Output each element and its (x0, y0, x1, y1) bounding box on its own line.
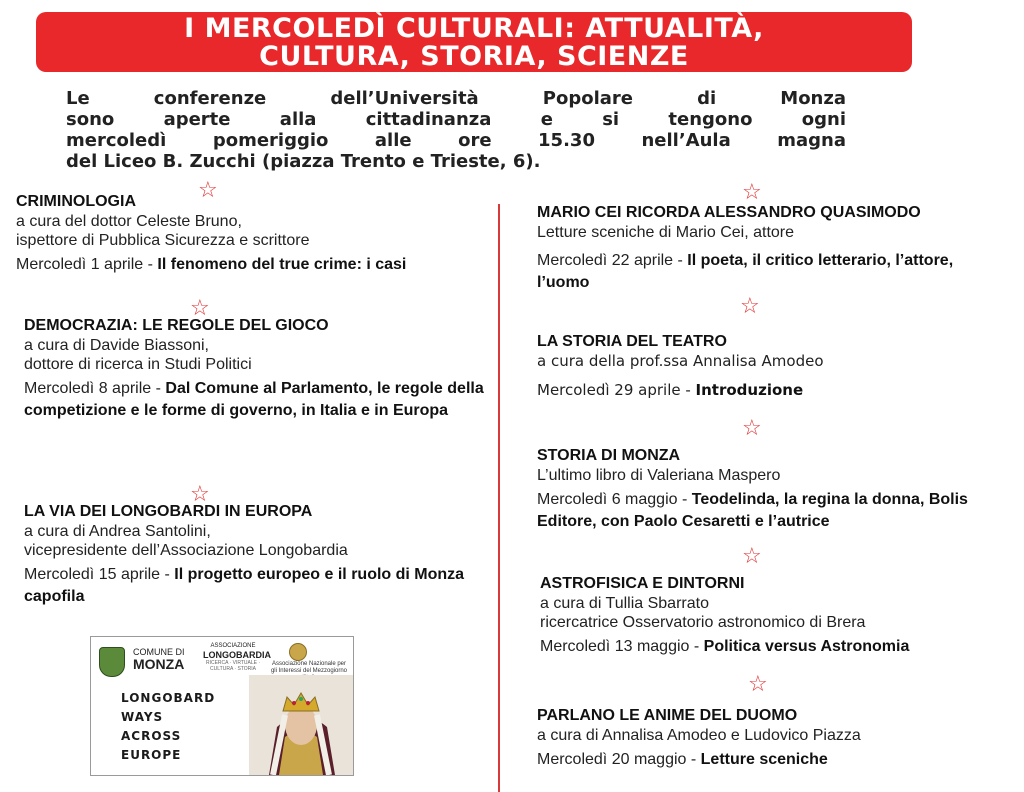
lecture-session (537, 749, 1007, 771)
lecture-date: Mercoledì 20 maggio - (537, 751, 697, 768)
star-icon: ☆ (198, 178, 218, 203)
poster-line-3: ACROSS (121, 729, 182, 743)
comune-logo (133, 647, 185, 671)
lecture-session (540, 636, 1010, 658)
lecture-title: LA STORIA DEL TEATRO (537, 333, 727, 350)
lecture-democrazia (24, 316, 494, 422)
lecture-topic: Il progetto europeo e il ruolo di Monza capofila (24, 566, 465, 605)
lecture-date: Mercoledì 22 aprile - (537, 252, 683, 269)
title-line-1: I MERCOLEDÌ CULTURALI: ATTUALITÀ, (184, 13, 764, 44)
lecture-title: MARIO CEI RICORDA ALESSANDRO QUASIMODO (537, 204, 921, 221)
lecture-date: Mercoledì 6 maggio - (537, 491, 688, 508)
lecture-topic: Letture sceniche (700, 751, 828, 768)
lecture-speaker: a cura del dottor Celeste Bruno, (16, 213, 242, 230)
lecture-session (537, 489, 1007, 533)
lecture-speaker-role: ricercatrice Osservatorio astronomico di Brera (540, 614, 866, 631)
lecture-date: Mercoledì 29 aprile - (537, 381, 691, 399)
lecture-storia-monza (537, 446, 1007, 533)
longobard-ways-text (121, 689, 215, 765)
lecture-date: Mercoledì 15 aprile - (24, 566, 170, 583)
lecture-speaker: a cura di Tullia Sbarrato (540, 595, 709, 612)
lecture-session (537, 379, 1007, 401)
lecture-quasimodo (537, 203, 1007, 294)
lecture-title: STORIA DI MONZA (537, 447, 681, 464)
lecture-date: Mercoledì 8 aprile - (24, 380, 161, 397)
lecture-topic: Politica versus Astronomia (703, 638, 910, 655)
lecture-title: CRIMINOLOGIA (16, 193, 136, 210)
lecture-date: Mercoledì 13 maggio - (540, 638, 700, 655)
lecture-title: PARLANO LE ANIME DEL DUOMO (537, 707, 798, 724)
longobardia-logo (203, 643, 271, 672)
naz-assoc-name: Associazione Nazionale per gli Interessi del Mezzogiorno (270, 661, 348, 674)
poster-line-1: LONGOBARD (121, 691, 216, 705)
star-icon: ☆ (742, 180, 762, 205)
star-icon: ☆ (742, 544, 762, 569)
comune-label: COMUNE DI (133, 647, 185, 657)
lecture-title: ASTROFISICA E DINTORNI (540, 575, 745, 592)
lecture-speaker: Letture sceniche di Mario Cei, attore (537, 224, 795, 241)
intro-line-1: Le conferenze dell’Università Popolare di Monza (66, 88, 846, 109)
poster-line-4: EUROPE (121, 748, 182, 762)
longobard-ways-poster (90, 636, 354, 776)
lecture-speaker: a cura della prof.ssa Annalisa Amodeo (537, 352, 824, 370)
lecture-speaker: a cura di Annalisa Amodeo e Ludovico Piazza (537, 727, 861, 744)
intro-paragraph (66, 88, 846, 172)
lecture-speaker-role: vicepresidente dell’Associazione Longobardia (24, 542, 348, 559)
star-icon: ☆ (190, 296, 210, 321)
medal-icon (289, 643, 307, 661)
lecture-speaker: a cura di Andrea Santolini, (24, 523, 211, 540)
lecture-criminologia (16, 192, 486, 276)
star-icon: ☆ (740, 294, 760, 319)
lecture-astrofisica (540, 574, 1010, 658)
intro-line-4: del Liceo B. Zucchi (piazza Trento e Trieste, 6). (66, 151, 541, 172)
lecture-speaker: a cura di Davide Biassoni, (24, 337, 209, 354)
intro-line-2: sono aperte alla cittadinanza e si tengono ogni (66, 109, 846, 130)
lecture-teatro (537, 332, 1007, 401)
poster-line-2: WAYS (121, 710, 164, 724)
lecture-session (537, 250, 1007, 294)
comune-name: MONZA (133, 656, 185, 672)
star-icon: ☆ (748, 672, 768, 697)
lecture-session (16, 254, 486, 276)
star-icon: ☆ (190, 482, 210, 507)
lecture-title: LA VIA DEI LONGOBARDI IN EUROPA (24, 503, 313, 520)
intro-line-3: mercoledì pomeriggio alle ore 15.30 nell’Aula magna (66, 130, 846, 151)
lecture-session (24, 378, 494, 422)
lecture-topic: Dal Comune al Parlamento, le regole della competizione e le forme di governo, in Italia e in Europa (24, 380, 484, 419)
title-line-2: CULTURA, STORIA, SCIENZE (259, 41, 689, 72)
lecture-speaker-role: ispettore di Pubblica Sicurezza e scrittore (16, 232, 310, 249)
lecture-longobardi (24, 502, 494, 608)
lecture-speaker: L’ultimo libro di Valeriana Maspero (537, 467, 781, 484)
title-banner (36, 12, 912, 72)
lecture-session (24, 564, 494, 608)
lecture-topic: Il fenomeno del true crime: i casi (157, 256, 407, 273)
assoc-label: ASSOCIAZIONE (210, 643, 256, 649)
lecture-title: DEMOCRAZIA: LE REGOLE DEL GIOCO (24, 317, 329, 334)
assoc-name: LONGOBARDIA (203, 650, 271, 660)
lecture-topic: Introduzione (695, 381, 804, 399)
monza-crest-icon (99, 647, 125, 677)
star-icon: ☆ (742, 416, 762, 441)
queen-portrait-image (249, 675, 353, 775)
assoc-tagline: RICERCA · VIRTUALE · CULTURA · STORIA (205, 660, 261, 672)
lecture-speaker-role: dottore di ricerca in Studi Politici (24, 356, 252, 373)
lecture-topic: Teodelinda, la regina la donna, Bolis Editore, con Paolo Cesaretti e l’autrice (537, 491, 968, 530)
lecture-date: Mercoledì 1 aprile - (16, 256, 153, 273)
lecture-anime-duomo (537, 706, 1007, 771)
column-divider (498, 204, 500, 792)
lecture-topic: Il poeta, il critico letterario, l’attore, l’uomo (537, 252, 954, 291)
